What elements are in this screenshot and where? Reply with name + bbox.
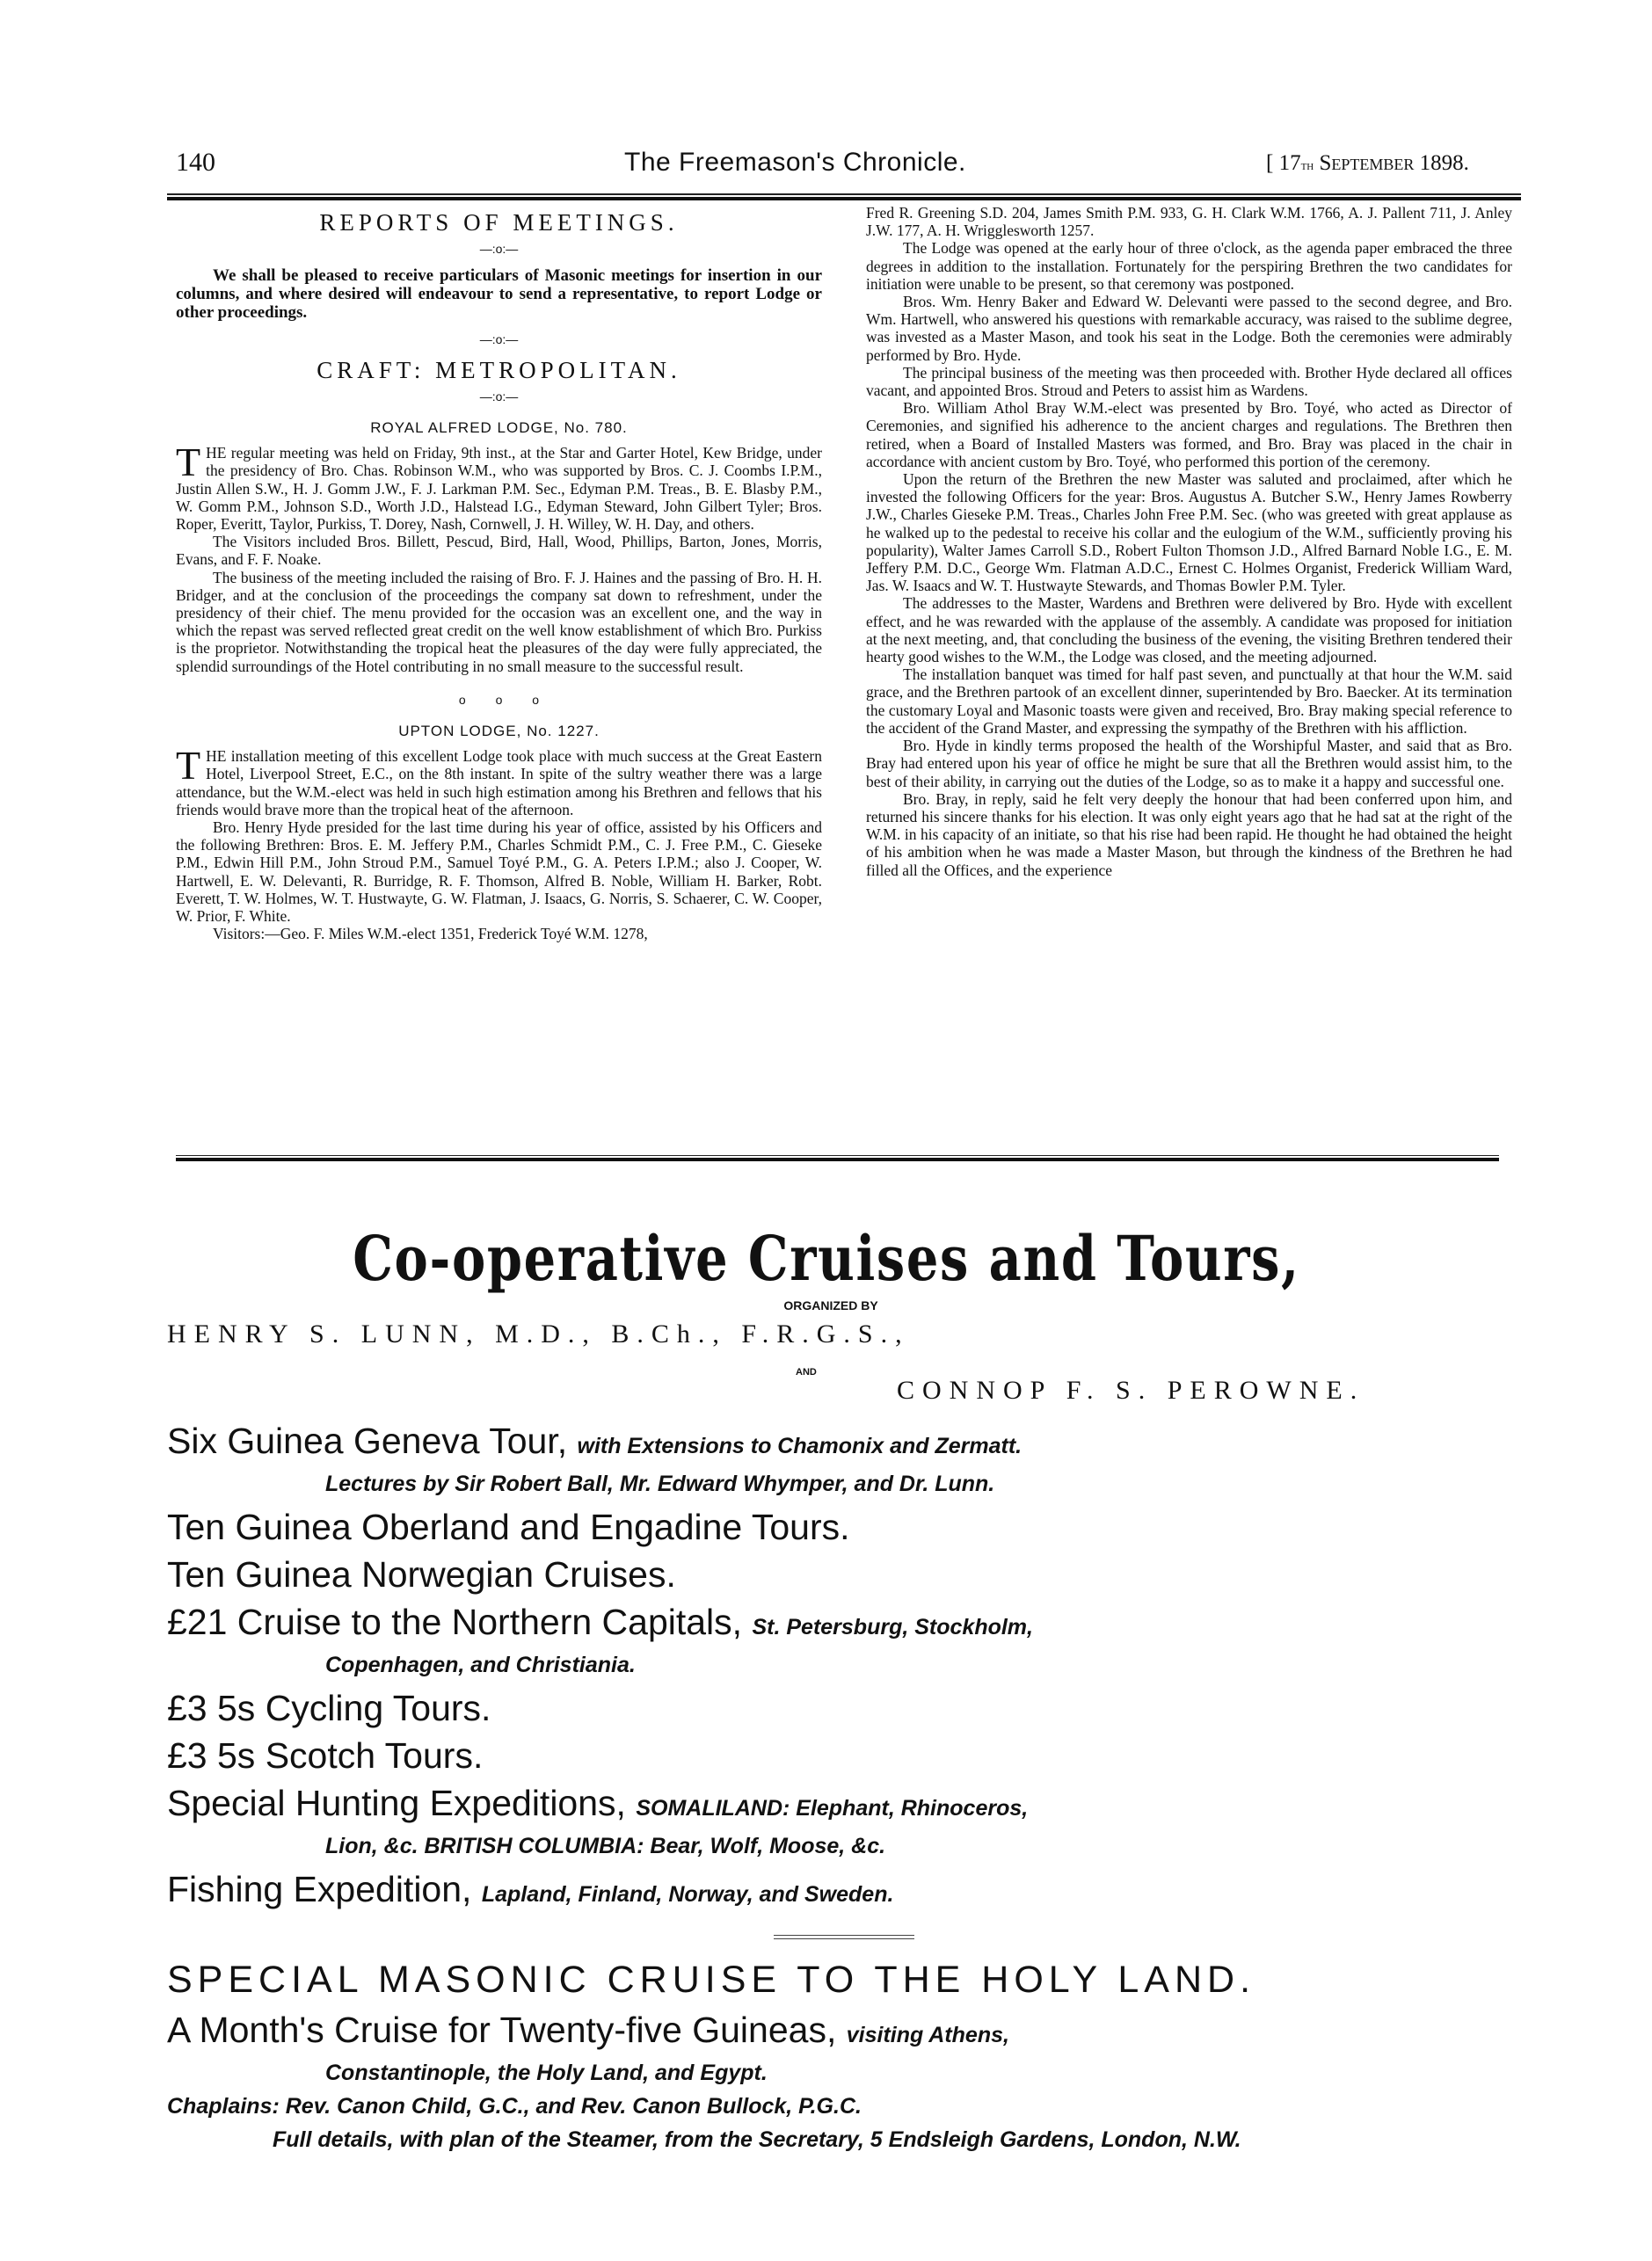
offer-main: £21 Cruise to the Northern Capitals,: [167, 1602, 743, 1642]
chaplains-line: Chaplains: Rev. Canon Child, G.C., and Rev. Canon Bullock, P.G.C.: [167, 2094, 862, 2119]
ornament-divider: —:o:—: [479, 242, 519, 257]
offer-detail: visiting Athens,: [846, 2023, 1009, 2047]
cruises-advertisement: [167, 1222, 1521, 2156]
date-year: 1898.: [1419, 151, 1469, 175]
offer-fishing: [167, 1868, 1521, 1916]
reports-heading: REPORTS OF MEETINGS.: [319, 209, 679, 236]
report-paragraph: Bro. Henry Hyde presided for the last time during his year of office, assisted by his Officers and the following Brethren: Bros. E. M. Jeffery P.M., Charles Schmidt P.M., C. J. Free P.M., C. Gieseke P.M., Edwin Hill P.M., John Stroud P.M., Samuel Toyé P.M., G. A. Peters I.P.M.; also J. Cooper, W. Hartwell, E. W. Delevanti, R. Burridge, R. F. Thomson, Alfred B. Noble, William H. Barker, Robt. Everett, T. W. Holmes, W. T. Hustwayte, G. W. Flatman, J. Isaacs, G. Norris, S. Schaerer, C. W. Cooper, W. Prior, F. White.: [176, 818, 822, 926]
report-paragraph: The business of the meeting included the raising of Bro. F. J. Haines and the passing of Bro. H. H. Bridger, and at the conclusion of the proceedings the company sat down to refreshment, under the presidency of their chief. The menu provided for the occasion was an excellent one, and the way in which the repast was served reflected great credit on the well know establishment of which Bro. Purkiss is the proprietor. Notwithstanding the tropical heat the pleasures of the day were fully appreciated, the splendid surroundings of the Hotel contributing in no small measure to the successful result.: [176, 568, 822, 675]
drop-cap: T: [176, 440, 201, 485]
report-paragraph: The Lodge was opened at the early hour of three o'clock, as the agenda paper embraced the three degrees in addition to the installation. Fortunately for the perspiring Brethren the two candidates for initiation were unable to be present, so that ceremony was postponed.: [866, 239, 1512, 293]
offer-northern-capitals: [167, 1601, 1521, 1648]
offer-continuation: Copenhagen, and Christiania.: [325, 1653, 636, 1677]
craft-heading: CRAFT: METROPOLITAN.: [317, 356, 681, 383]
report-paragraph: [176, 743, 822, 818]
report-paragraph: Bros. Wm. Henry Baker and Edward W. Delevanti were passed to the second degree, and Bro. Wm. Hartwell, who answered his questions with remarkable accuracy, was raised to the sublime degree, was invested as a Master Mason, and took his seat in the Lodge. Both the ceremonies were admirably performed by Bro. Hyde.: [866, 293, 1512, 364]
date-day: [ 17: [1266, 151, 1301, 175]
organizer-lunn: HENRY S. LUNN, M.D., B.Ch., F.R.G.S.,: [167, 1320, 910, 1349]
paragraph-text: HE installation meeting of this excellent Lodge took place with much success at the Great Eastern Hotel, Liverpool Street, E.C., on the 8th instant. In spite of the sultry weather there was a large attendance, but the W.M.-elect was held in such high estimation among his Brethren and fellows that his friends would brave more than the tropical heat of the afternoon.: [176, 747, 822, 818]
report-paragraph: Visitors:—Geo. F. Miles W.M.-elect 1351, Frederick Toyé W.M. 1278,: [213, 925, 648, 943]
offer-geneva: [167, 1420, 1521, 1467]
offer-scotch: £3 5s Scotch Tours.: [167, 1735, 484, 1776]
lodge-report-royal-alfred: [176, 419, 822, 675]
lodge-report-upton: [176, 723, 822, 942]
report-paragraph: The installation banquet was timed for half past seven, and punctually at that hour the W.M. said grace, and the Brethren partook of an excellent dinner, superintended by Bro. Baecker. At its termination the customary Loyal and Masonic toasts were given and received, Bro. Bray making special reference to the accident of the Grand Master, and expressing the sympathy of the Brethren with his affliction.: [866, 665, 1512, 737]
report-paragraph: [176, 440, 822, 534]
report-paragraph: Upon the return of the Brethren the new Master was saluted and proclaimed, after which he invested the following Officers for the year: Bros. Augustus A. Butcher S.W., Henry James Rowberry J.W., Charles Gieseke P.M. Treas., Charles John Free P.M. Sec. (who was greeted with great applause as he walked up to the pedestal to receive his collar and the eulogium of the W.M., sufficiently proving his popularity), Walter James Carroll S.D., Robert Fulton Thomson J.D., Alfred Barnard Noble I.G., E. M. Jeffery P.M. D.C., George Wm. Flatman A.D.C., Ernest C. Holmes Organist, Frederick William Ward, Jas. W. Isaacs and W. T. Hustwayte Stewards, and Thomas Bowler P.M. Tyler.: [866, 470, 1512, 595]
organizer-perowne: CONNOP F. S. PEROWNE.: [897, 1376, 1365, 1405]
report-paragraph: Bro. Hyde in kindly terms proposed the health of the Worshipful Master, and said that as Bro. Bray had entered upon his year of office he might be sure that all the Brethren would assist him, to the best of their ability, in carrying out the duties of the Lodge, so as to make it a happy and successful one.: [866, 737, 1512, 790]
publication-title: The Freemason's Chronicle.: [624, 148, 966, 177]
offer-detail: SOMALILAND: Elephant, Rhinoceros,: [636, 1796, 1029, 1821]
article-end-rule: [176, 1155, 1499, 1161]
contact-details: Full details, with plan of the Steamer, from the Secretary, 5 Endsleigh Gardens, London, N.W.: [273, 2127, 1241, 2152]
report-paragraph: Bro. Bray, in reply, said he felt very deeply the honour that had been conferred upon him, and returned his sincere thanks for his election. It was only eight years ago that he had sat at the right of the W.M. in his capacity of an initiate, so that his rise had been rapid. He thought he had obtained the height of his ambition when he was made a Master Mason, but through the kindness of the Brethren he had filled all the Offices, and the experience: [866, 789, 1512, 879]
holy-land-price: [167, 2009, 1521, 2056]
date-ordinal: th: [1300, 159, 1314, 173]
left-column: [176, 207, 822, 943]
offer-cycling: £3 5s Cycling Tours.: [167, 1688, 491, 1728]
offer-main: Six Guinea Geneva Tour,: [167, 1421, 568, 1461]
lodge-title: UPTON LODGE, No. 1227.: [398, 723, 600, 740]
and-label: AND: [796, 1367, 817, 1378]
masthead-rule: [167, 193, 1521, 200]
date-month: September: [1319, 151, 1415, 175]
ad-divider-rule: [774, 1935, 914, 1939]
offer-norwegian: Ten Guinea Norwegian Cruises.: [167, 1554, 676, 1595]
offer-detail: Lapland, Finland, Norway, and Sweden.: [481, 1882, 894, 1907]
offer-continuation: Lectures by Sir Robert Ball, Mr. Edward Whymper, and Dr. Lunn.: [325, 1472, 995, 1496]
ornament-divider: —:o:—: [479, 332, 519, 347]
lodge-title: ROYAL ALFRED LODGE, No. 780.: [370, 419, 628, 437]
holy-land-title: SPECIAL MASONIC CRUISE TO THE HOLY LAND.: [167, 1959, 1256, 2001]
offer-main: Special Hunting Expeditions,: [167, 1783, 626, 1823]
offer-continuation: Lion, &c. BRITISH COLUMBIA: Bear, Wolf, Moose, &c.: [325, 1834, 886, 1858]
holy-land-cruise: [167, 1959, 1521, 2156]
report-paragraph: Bro. William Athol Bray W.M.-elect was presented by Bro. Toyé, who acted as Director of Ceremonies, and signified his adherence to the ancient charges and regulations. The Brethren then retired, when a Board of Installed Masters was formed, and Bro. Bray was placed in the chair in accordance with ancient custom by Bro. Toyé, who performed this portion of the ceremony.: [866, 399, 1512, 470]
offer-main: Fishing Expedition,: [167, 1869, 472, 1909]
offer-hunting: [167, 1782, 1521, 1829]
drop-cap: T: [176, 743, 201, 789]
issue-date: [1266, 151, 1469, 176]
ad-title: Co-operative Cruises and Tours,: [353, 1222, 1300, 1295]
masthead: [167, 148, 1521, 183]
ornament-divider: —:o:—: [479, 389, 519, 403]
offer-detail: St. Petersburg, Stockholm,: [752, 1615, 1033, 1639]
offer-detail: with Extensions to Chamonix and Zermatt.: [577, 1434, 1022, 1458]
report-paragraph: Fred R. Greening S.D. 204, James Smith P.M. 933, G. H. Clark W.M. 1766, A. J. Pallent 711, J. Anley J.W. 177, A. H. Wrigglesworth 1257.: [866, 204, 1512, 240]
report-paragraph: The Visitors included Bros. Billett, Pescud, Bird, Hall, Wood, Phillips, Barton, Jones, Morris, Evans, and F. F. Noake.: [176, 533, 822, 569]
right-column: [866, 204, 1512, 879]
intro-paragraph: We shall be pleased to receive particulars of Masonic meetings for insertion in our columns, and where desired will endeavour to send a representative, to report Lodge or other proceedings.: [176, 266, 822, 323]
offer-continuation: Constantinople, the Holy Land, and Egypt.: [325, 2061, 768, 2085]
paragraph-text: HE regular meeting was held on Friday, 9th inst., at the Star and Garter Hotel, Kew Bridge, under the presidency of Bro. Chas. Robinson W.M., who was supported by Bros. C. J. Coombs I.P.M., Justin Allen S.W., H. J. Gomm J.W., F. J. Larkman P.M. Sec., Edyman P.M. Treas., B. E. Blasby P.M., W. Gomm P.M., Johnson S.D., Worth J.D., Halstead I.G., Edyman Steward, John Gilbert Tyler; Bros. Roper, Everitt, Taylor, Purkiss, T. Dorey, Nash, Cornwell, J. H. Willey, W. H. Day, and others.: [176, 444, 822, 534]
report-paragraph: The principal business of the meeting was then proceeded with. Brother Hyde declared all offices vacant, and appointed Bros. Stroud and Peters to assist him as Wardens.: [866, 363, 1512, 400]
report-paragraph: The addresses to the Master, Wardens and Brethren were delivered by Bro. Hyde with excellent effect, and he was rewarded with the applause of the assembly. A candidate was proposed for initiation at the next meeting, and, that concluding the business of the evening, the visiting Brethren tendered their hearty good wishes to the W.M., the Lodge was closed, and the meeting adjourned.: [866, 594, 1512, 666]
offer-oberland: Ten Guinea Oberland and Engadine Tours.: [167, 1507, 850, 1547]
page-number: 140: [176, 148, 215, 177]
offer-main: A Month's Cruise for Twenty-five Guineas,: [167, 2010, 837, 2050]
section-separator: o o o: [458, 692, 540, 707]
organized-by-label: ORGANIZED BY: [783, 1298, 878, 1312]
offer-list: [167, 1420, 1521, 1916]
